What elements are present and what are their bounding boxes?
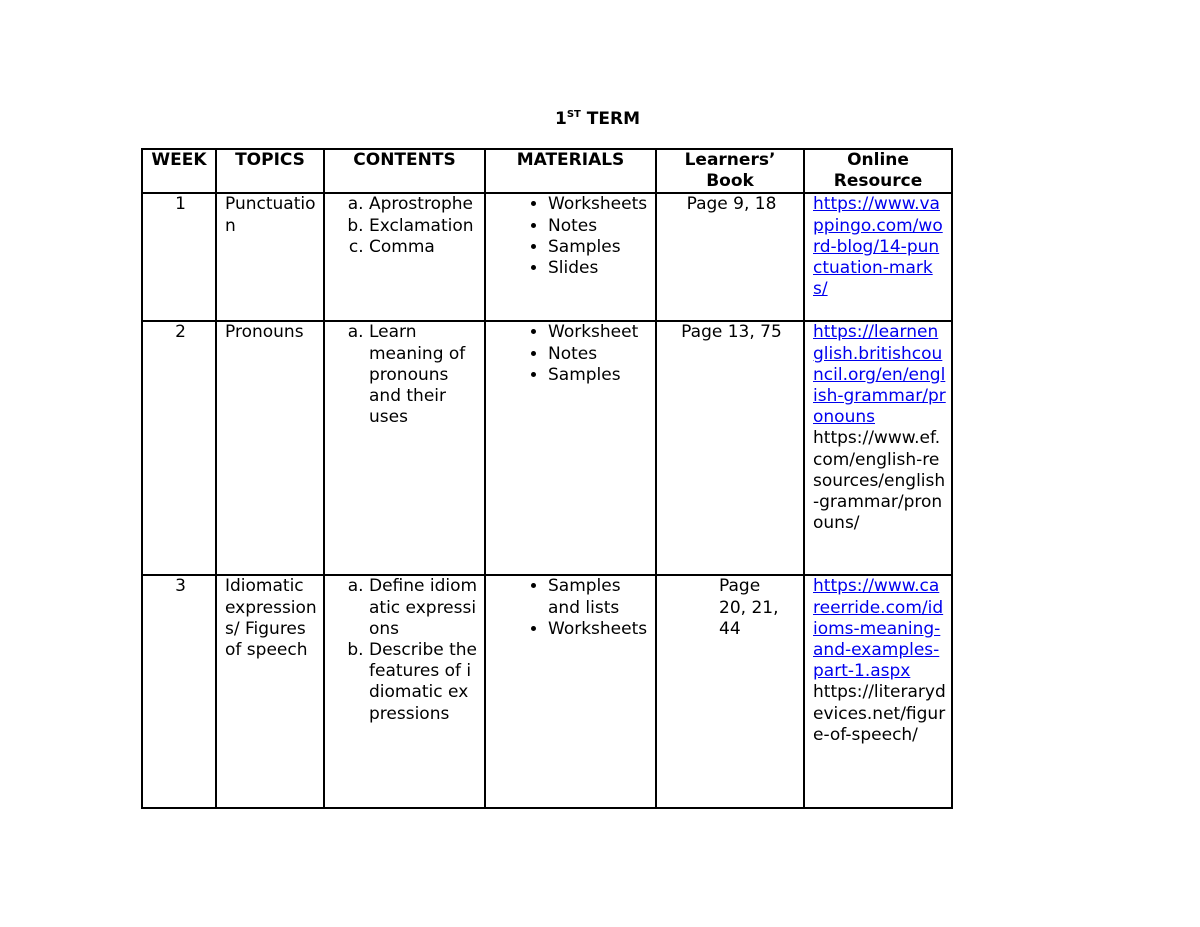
title-number: 1: [554, 109, 567, 129]
header-week: WEEK: [142, 149, 216, 193]
material-item: • Worksheets: [548, 619, 650, 640]
content-item: a. Learn meaning of pronouns and their uses: [369, 322, 479, 428]
resource-url-text: https://www.ef.com/english-resources/english-grammar/pronouns/: [813, 428, 946, 534]
materials-cell: [485, 575, 656, 808]
online-resource-cell: [804, 193, 952, 321]
material-item: • Worksheets: [548, 194, 650, 215]
header-online-resource: Online Resource: [804, 149, 952, 193]
book-pages-cell: Page 9, 18: [656, 193, 804, 321]
header-row: [142, 149, 952, 193]
resource-link[interactable]: https://learnenglish.britishcouncil.org/en/english-grammar/pronouns: [813, 322, 946, 428]
resource-link[interactable]: https://www.careerride.com/idioms-meaning-and-examples-part-1.aspx: [813, 576, 944, 682]
materials-cell: [485, 193, 656, 321]
material-item: • Worksheet: [548, 322, 650, 343]
title-text: TERM: [586, 109, 640, 129]
material-item: • Samples: [548, 365, 650, 386]
week-cell: 1: [142, 193, 216, 321]
book-pages-cell: Page 20, 21, 44: [656, 575, 804, 808]
table-row: [142, 321, 952, 575]
book-pages-cell: Page 13, 75: [656, 321, 804, 575]
term-plan-table: [141, 148, 953, 809]
material-item: • Samples and lists: [548, 576, 650, 618]
content-item: a. Define idiomatic expressions: [369, 576, 479, 640]
title-suffix: ST: [566, 109, 581, 120]
material-item: • Slides: [548, 258, 650, 279]
topic-cell: Idiomatic expressions/ Figures of speech: [216, 575, 324, 808]
page-title: [0, 108, 1195, 130]
content-item: b. Exclamation: [369, 216, 479, 237]
contents-cell: [324, 321, 485, 575]
online-resource-cell: [804, 321, 952, 575]
material-item: • Samples: [548, 237, 650, 258]
materials-cell: [485, 321, 656, 575]
table-row: [142, 575, 952, 808]
week-cell: 3: [142, 575, 216, 808]
resource-link[interactable]: https://www.vappingo.com/word-blog/14-punctuation-marks/: [813, 194, 943, 300]
content-item: b. Describe the features of idiomatic expressions: [369, 640, 479, 725]
table-row: [142, 193, 952, 321]
content-item: c. Comma: [369, 237, 479, 258]
contents-cell: [324, 575, 485, 808]
contents-cell: [324, 193, 485, 321]
week-cell: 2: [142, 321, 216, 575]
content-item: a. Aprostrophe: [369, 194, 479, 215]
topic-cell: Pronouns: [216, 321, 324, 575]
material-item: • Notes: [548, 216, 650, 237]
header-topics: TOPICS: [216, 149, 324, 193]
header-learners-book: Learners’ Book: [656, 149, 804, 193]
header-contents: CONTENTS: [324, 149, 485, 193]
header-materials: MATERIALS: [485, 149, 656, 193]
online-resource-cell: [804, 575, 952, 808]
topic-cell: Punctuation: [216, 193, 324, 321]
resource-url-text: https://literarydevices.net/figure-of-speech/: [813, 682, 946, 745]
material-item: • Notes: [548, 344, 650, 365]
